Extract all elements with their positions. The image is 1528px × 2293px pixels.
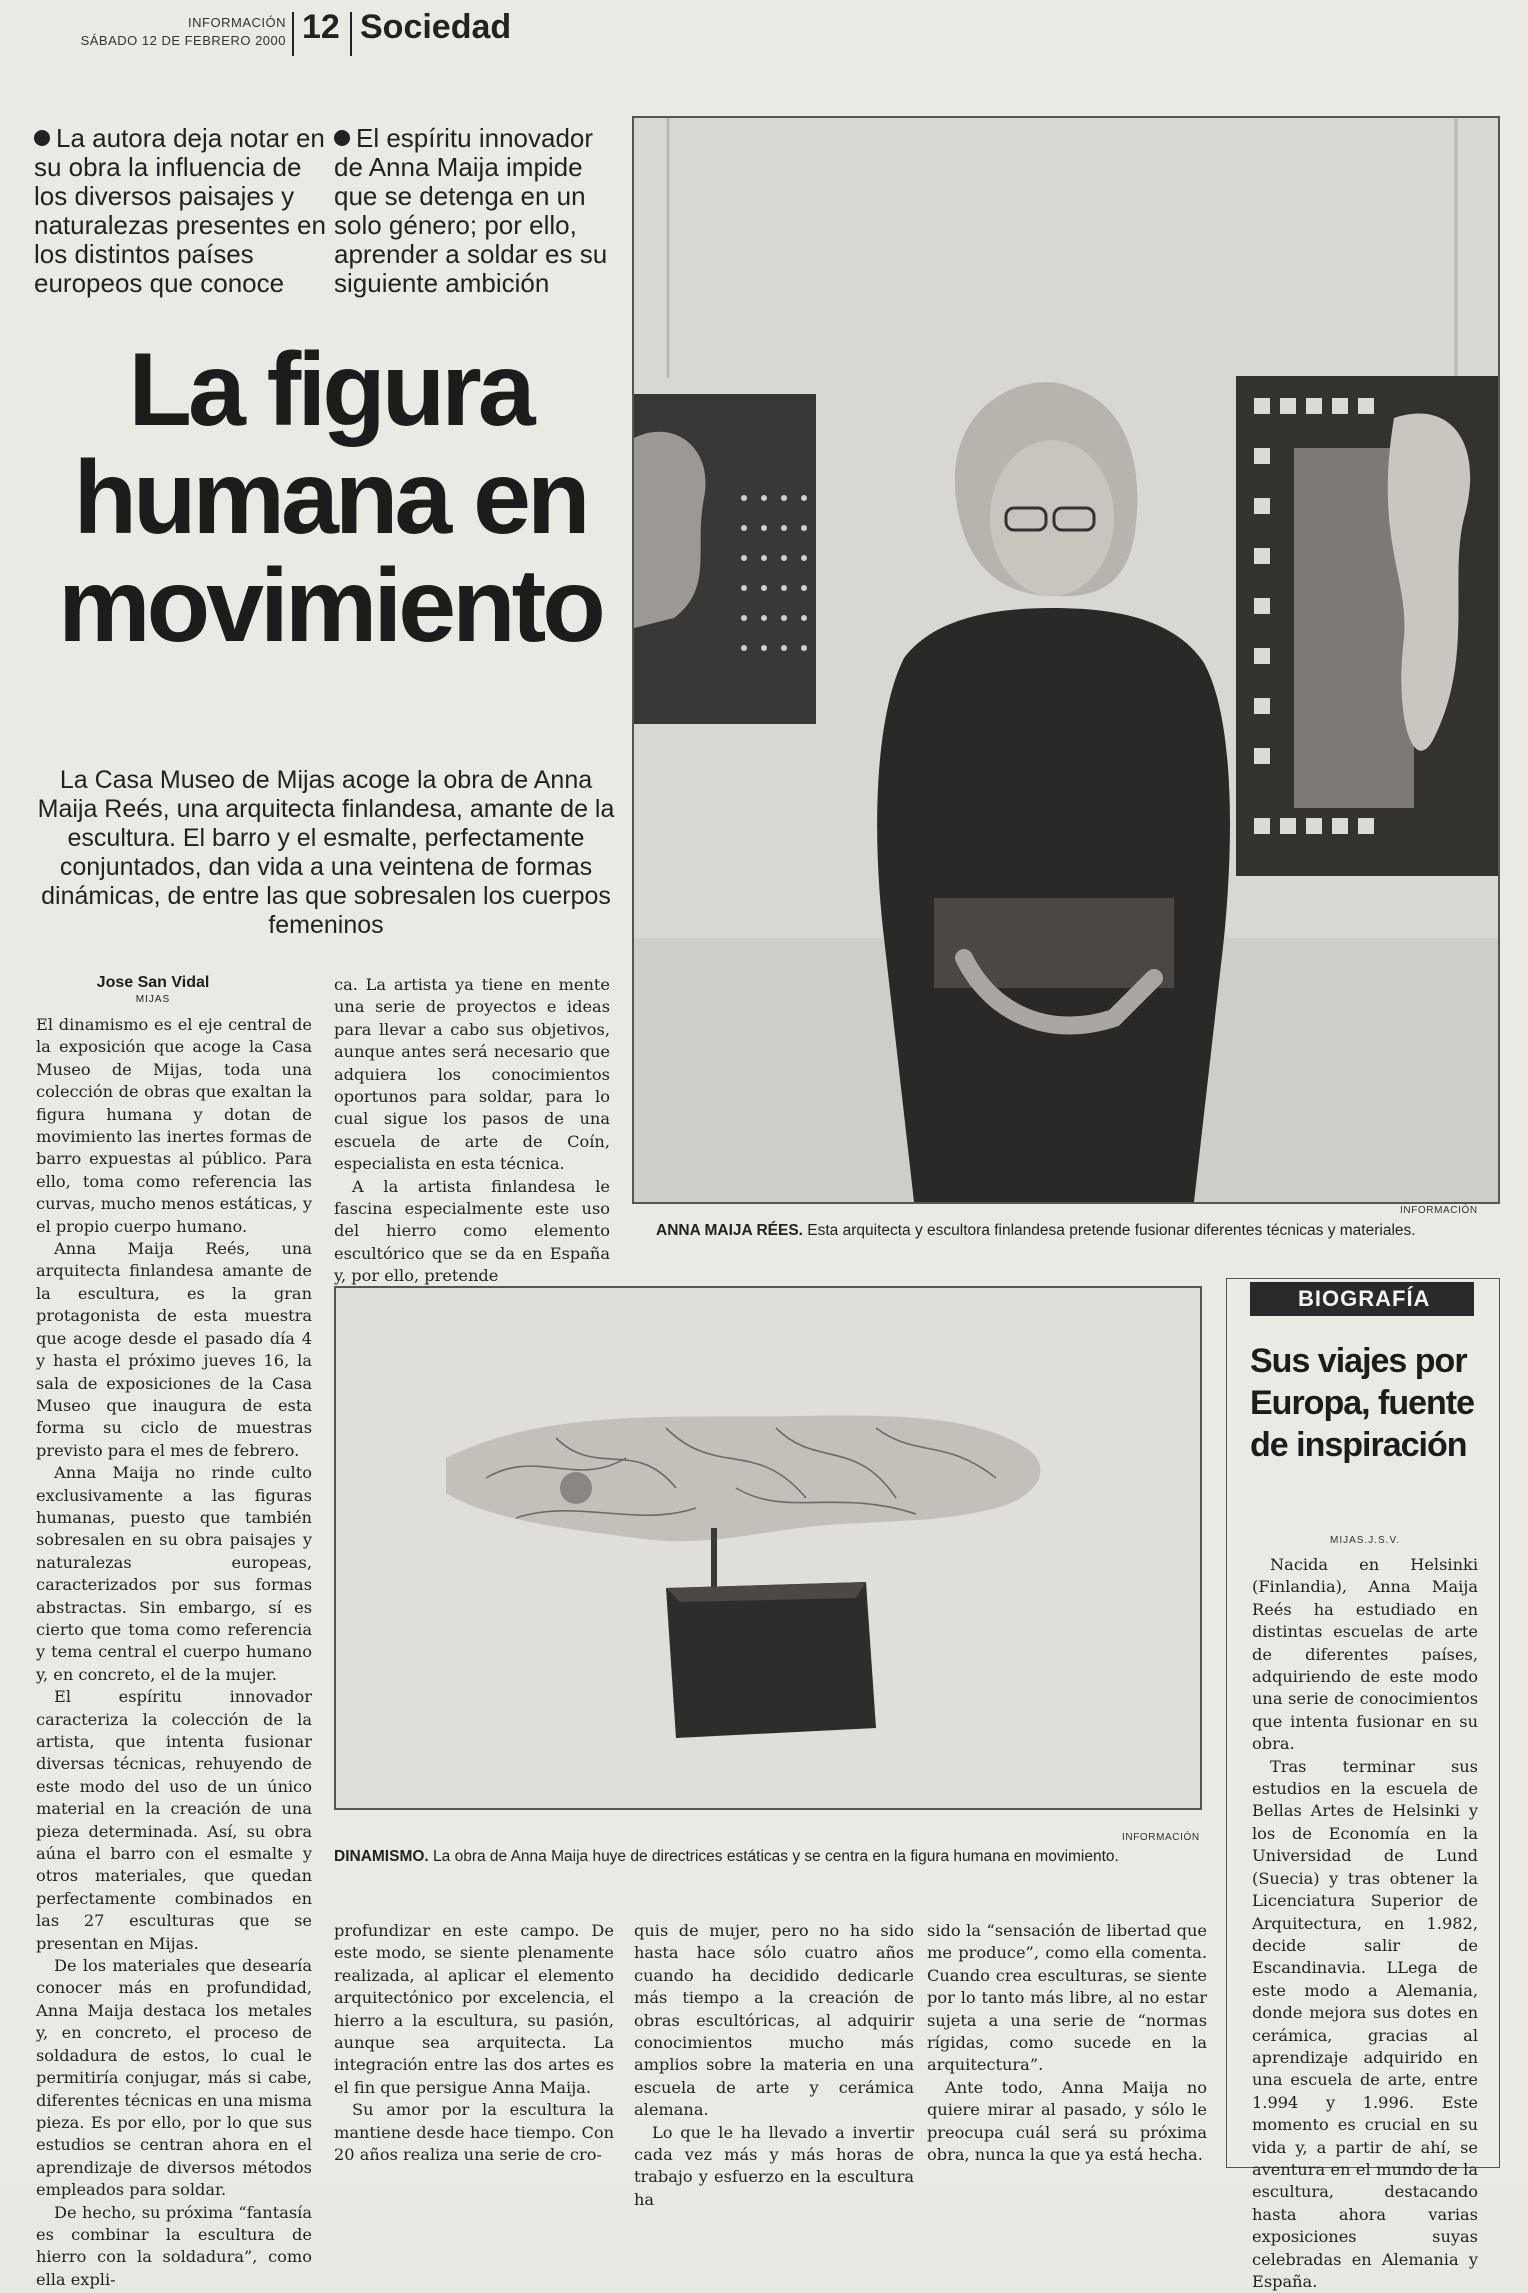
paragraph: Ante todo, Anna Maija no quiere mirar al pasado, y sólo le preocupa cuál será su próxima obra, nunca la que ya está hecha. <box>927 2077 1207 2165</box>
headline-line: humana en <box>73 440 587 556</box>
caption-lead: ANNA MAIJA RÉES. <box>656 1222 803 1239</box>
paragraph: El dinamismo es el eje central de la exposición que acoge la Casa Museo de Mijas, toda una colección de obras que exaltan la figura humana y dotan de movimiento las inertes formas de barro expuestas al público. Para ello, toma como referencia las curvas, mucho menos estáticas, y el propio cuerpo humano. <box>36 1015 312 1236</box>
headline-line: La figura <box>128 332 532 448</box>
caption-text: La obra de Anna Maija huye de directrices estáticas y se centra en la figura humana en movimiento. <box>428 1848 1119 1865</box>
photo-caption <box>656 1222 1496 1240</box>
biography-label: BIOGRAFÍA <box>1250 1282 1474 1316</box>
paragraph: ca. La artista ya tiene en mente una serie de proyectos e ideas para llevar a cabo sus objetivos, aunque antes será necesario que adquiera los conocimientos oportunos para soldar, para lo cual sigue los pasos de una escuela de arte de Coín, especialista en esta técnica. <box>334 975 610 1174</box>
sculpture-image <box>336 1288 1200 1808</box>
paragraph: profundizar en este campo. De este modo, se siente plenamente realizada, al aplicar el elemento arquitectónico por excelencia, el hierro a la escultura, su pasión, aunque sea arquitecta. La integración entre las dos artes es el fin que persigue Anna Maija. <box>334 1921 614 2097</box>
paragraph: Lo que le ha llevado a invertir cada vez más y más horas de trabajo y esfuerzo en la escultura ha <box>634 2122 914 2209</box>
article-deck: La Casa Museo de Mijas acoge la obra de Anna Maija Reés, una arquitecta finlandesa, amante de la escultura. El barro y el esmalte, perfectamente conjuntados, dan vida a una veintena de formas dinámicas, de entre las que sobresalen los cuerpos femeninos <box>37 766 615 939</box>
masthead-meta <box>60 14 286 50</box>
biography-byline: MIJAS.J.S.V. <box>1330 1535 1400 1546</box>
photo-caption <box>334 1848 1204 1866</box>
author-name: Jose San Vidal <box>96 974 210 991</box>
sculpture-photo <box>334 1286 1202 1810</box>
paragraph: Tras terminar sus estudios en la escuela de Bellas Artes de Helsinki y los de Economía en la Universidad de Lund (Suecia) y tras obtener la Licenciatura Superior de Arquitectura, en 1.982, decide salir de Escandinavia. LLega de este modo a Alemania, donde mejora sus dotes en cerámica, gracias al aprendizaje adquirido en una escuela de arte, entre 1.994 y 1.996. Este momento es crucial en su vida y, a partir de ahí, se aventura en el mundo de la escultura, destacando hasta ahora varias exposiciones suyas celebradas en Alemania y España. <box>1252 1756 1478 2291</box>
issue-date: SÁBADO 12 DE FEBRERO 2000 <box>80 33 286 48</box>
paragraph: sido la “sensación de libertad que me produce”, como ella comenta. Cuando crea esculturas, se siente por lo tanto más libre, al no estar sujeta a una serie de “normas rígidas, como sucede en la arquitectura”. <box>927 1921 1207 2075</box>
header-divider <box>350 12 352 56</box>
paragraph: A la artista finlandesa le fascina especialmente este uso del hierro como elemento escultórico que se da en España y, por ello, pretende <box>334 1176 610 1286</box>
biography-text <box>1252 1554 1478 2291</box>
biography-title: Sus viajes por Europa, fuente de inspiración <box>1250 1342 1475 1464</box>
body-column-3 <box>334 1920 614 2165</box>
artist-portrait-photo <box>632 116 1500 1204</box>
paragraph: Su amor por la escultura la mantiene desde hace tiempo. Con 20 años realiza una serie de cro- <box>334 2100 614 2165</box>
highlight-text: El espíritu innovador de Anna Maija impide que se detenga en un solo género; por ello, aprender a soldar es su siguiente ambición <box>334 123 608 298</box>
page-number: 12 <box>302 8 340 46</box>
headline <box>30 332 630 664</box>
highlight-1 <box>34 124 334 298</box>
paragraph: Anna Maija no rinde culto exclusivamente a las figuras humanas, puesto que también sobresalen en su obra paisajes y naturalezas europeas, caracterizados por sus formas abstractas. Sin embargo, sí es cierto que toma como referencia y tema central el cuerpo humano y, en concreto, el de la mujer. <box>36 1463 312 1684</box>
paragraph: quis de mujer, pero no ha sido hasta hace sólo cuatro años cuando ha decidido dedicarle más tiempo a la creación de obras escultóricas, al adquirir conocimientos mucho más amplios sobre la materia en una escuela de arte y cerámica alemana. <box>634 1921 914 2120</box>
paragraph: El espíritu innovador caracteriza la colección de la artista, que intenta fusionar diversas técnicas, rehuyendo de este modo del uso de un único material en la creación de una pieza determinada. Así, su obra aúna el barro con el esmalte y otros materiales, que quedan perfectamente combinados en las 27 esculturas que se presentan en Mijas. <box>36 1687 312 1953</box>
header-divider <box>292 12 294 56</box>
body-column-5 <box>927 1920 1207 2165</box>
photo-credit: INFORMACIÓN <box>1122 1832 1200 1843</box>
section-title: Sociedad <box>360 8 512 46</box>
photo-credit: INFORMACIÓN <box>1400 1205 1478 1216</box>
body-column-4 <box>634 1920 914 2209</box>
bullet-icon <box>334 130 350 146</box>
author-location: MIJAS <box>135 994 171 1005</box>
caption-text: Esta arquitecta y escultora finlandesa pretende fusionar diferentes técnicas y materiales. <box>802 1222 1416 1239</box>
byline <box>36 974 270 1005</box>
body-column-1 <box>36 1014 312 2289</box>
paragraph: De hecho, su próxima “fantasía es combinar la escultura de hierro con la soldadura”, como ella expli- <box>36 2202 312 2289</box>
paragraph: Nacida en Helsinki (Finlandia), Anna Maija Reés ha estudiado en distintas escuelas de arte de diferentes países, adquiriendo de este modo una serie de conocimientos que intenta fusionar en su obra. <box>1252 1555 1478 1754</box>
paragraph: De los materiales que desearía conocer más en profundidad, Anna Maija destaca los metales y, en concreto, el proceso de soldadura de estos, lo cual le permitiría conjugar, más si cabe, diferentes técnicas en una misma pieza. Es por ello, por lo que sus estudios se centran ahora en el aprendizaje de diversos métodos empleados para soldar. <box>36 1956 312 2200</box>
portrait-image <box>634 118 1498 1202</box>
highlight-text: La autora deja notar en su obra la influencia de los diversos paisajes y naturalezas presentes en los distintos países europeos que conoce <box>34 123 326 298</box>
bullet-icon <box>34 130 50 146</box>
newspaper-name: INFORMACIÓN <box>188 15 286 30</box>
highlight-2 <box>334 124 624 298</box>
headline-line: movimiento <box>58 548 602 664</box>
caption-lead: DINAMISMO. <box>334 1848 429 1865</box>
body-column-2 <box>334 974 610 1286</box>
paragraph: Anna Maija Reés, una arquitecta finlandesa amante de la escultura, es la gran protagonista de esta muestra que acoge desde el pasado día 4 y hasta el próximo jueves 16, la sala de exposiciones de la Casa Museo que inaugura de esta forma su ciclo de muestras previsto para el mes de febrero. <box>36 1239 312 1460</box>
